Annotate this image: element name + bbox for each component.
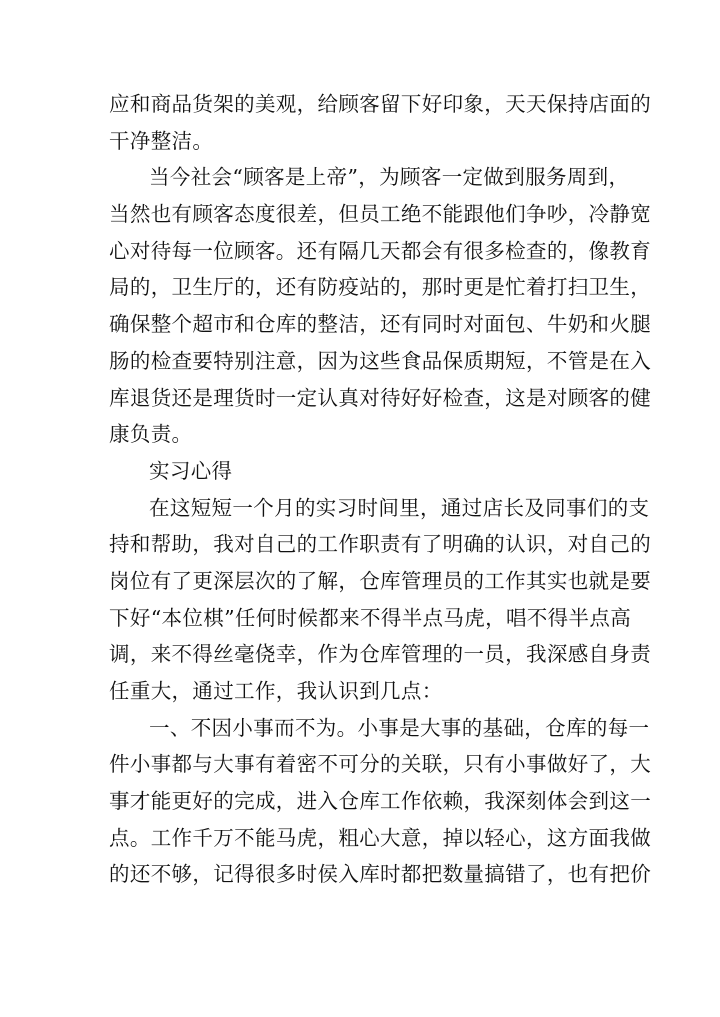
text-line-5: 心对待每一位顾客。还有隔几天都会有很多检查的，像教育	[109, 238, 652, 263]
text-line-7: 确保整个超市和仓库的整洁，还有同时对面包、牛奶和火腿	[109, 312, 652, 337]
body-text	[109, 86, 652, 893]
text-line-8: 肠的检查要特别注意，因为这些食品保质期短，不管是在入	[109, 348, 652, 373]
text-line-22: 的还不够，记得很多时侯入库时都把数量搞错了，也有把价	[109, 862, 652, 887]
text-line-20: 事才能更好的完成，进入仓库工作依赖，我深刻体会到这一	[109, 789, 652, 814]
text-line-19: 件小事都与大事有着密不可分的关联，只有小事做好了，大	[109, 752, 652, 777]
section-heading: 实习心得	[149, 458, 233, 483]
text-line-4: 当然也有顾客态度很差，但员工绝不能跟他们争吵，冷静宽	[109, 202, 652, 227]
text-line-14: 岗位有了更深层次的了解，仓库管理员的工作其实也就是要	[109, 568, 652, 593]
text-line-6: 局的，卫生厅的，还有防疫站的，那时更是忙着打扫卫生，	[109, 275, 652, 300]
text-line-12: 在这短短一个月的实习时间里，通过店长及同事们的支	[149, 495, 650, 520]
text-line-15: 下好“本位棋”任何时候都来不得半点马虎，唱不得半点高	[109, 605, 632, 630]
text-line-17: 任重大，通过工作，我认识到几点：	[109, 679, 443, 703]
text-line-9: 库退货还是理货时一定认真对待好好检查，这是对顾客的健	[109, 385, 652, 410]
text-line-10: 康负责。	[109, 422, 193, 447]
text-line-3: 当今社会“顾客是上帝”，为顾客一定做到服务周到，	[149, 165, 630, 190]
text-line-18: 一、不因小事而不为。小事是大事的基础，仓库的每一	[149, 715, 650, 740]
text-line-16: 调，来不得丝毫侥幸，作为仓库管理的一员，我深感自身责	[109, 642, 652, 667]
text-line-1: 应和商品货架的美观，给顾客留下好印象，天天保持店面的	[109, 92, 652, 116]
text-line-21: 点。工作千万不能马虎，粗心大意，掉以轻心，这方面我做	[109, 825, 652, 850]
text-line-13: 持和帮助，我对自己的工作职责有了明确的认识，对自己的	[109, 532, 652, 557]
text-line-2: 干净整洁。	[109, 128, 214, 153]
